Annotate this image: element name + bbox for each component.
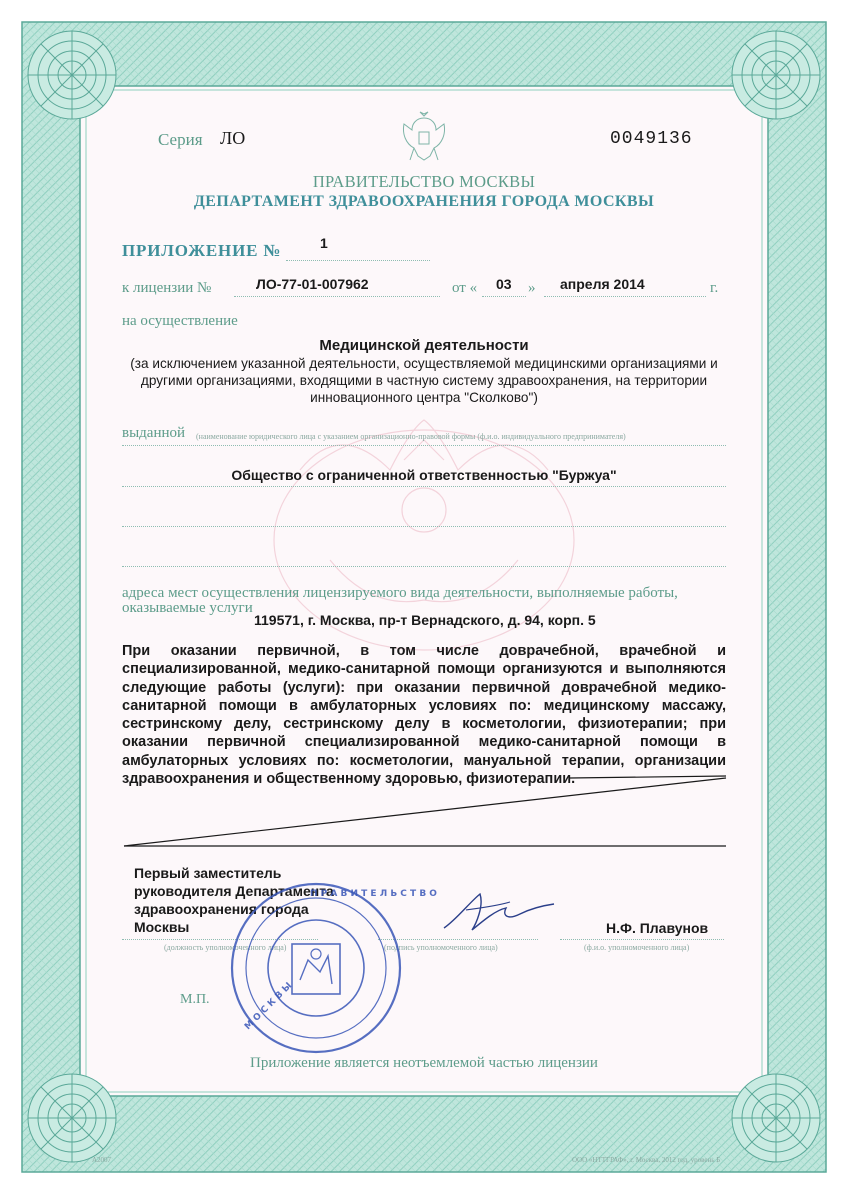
license-close-quote: » [528,280,536,296]
license-month-year: апреля 2014 [560,276,645,292]
coat-of-arms-icon [396,110,452,164]
activity-note: (за исключением указанной деятельности, осуществляемой медицинскими организациями и другими организациями, входящими в частную систему здравоохранения, на территории инновационного центра "Сколково") [130,356,718,405]
corner-rosette-top-right [732,31,820,119]
position-line-1: Первый заместитель [134,865,282,881]
license-year-suffix: г. [710,280,719,296]
series-label: Серия [158,130,203,149]
position-hint: (должность уполномоченного лица) [164,943,287,952]
license-prefix: к лицензии № [122,280,212,296]
address-label-line2: оказываемые услуги [122,600,253,616]
corner-rosette-bottom-left [28,1074,116,1162]
appendix-number: 1 [320,235,328,251]
address-label-line1: адреса мест осуществления лицензируемого вида деятельности, выполняемые работы, [122,585,678,601]
activity-label: на осуществление [122,313,238,329]
signature-hint: (подпись уполномоченного лица) [384,943,498,952]
government-title: ПРАВИТЕЛЬСТВО МОСКВЫ [312,172,536,191]
svg-text:М О С К В Ы: М О С К В Ы [243,980,295,1033]
position-line-3: здравоохранения города [134,901,309,917]
activity-title: Медицинской деятельности [319,337,529,354]
license-from-label: от « [452,280,478,296]
svg-text:П Р А В И Т Е Л Ь С Т В О: П Р А В И Т Е Л Ь С Т В О [310,889,437,899]
position-line-2: руководителя Департамента [134,883,334,899]
handwritten-signature [436,880,566,940]
corner-rosette-bottom-right [732,1074,820,1162]
department-title: ДЕПАРТАМЕНТ ЗДРАВООХРАНЕНИЯ ГОРОДА МОСКВЫ [193,193,655,210]
works-strike-line [120,770,730,850]
footer-left-code: А2007 [92,1156,112,1164]
organization-name: Общество с ограниченной ответственностью "Буржуа" [231,467,617,483]
footer-note: Приложение является неотъемлемой частью лицензии [250,1055,598,1071]
series-value: ЛО [220,128,246,148]
issued-label: выданной [122,425,186,441]
corner-rosette-top-left [28,31,116,119]
works-description: При оказании первичной, в том числе доврачебной, врачебной и специализированной, медико-санитарной помощи организуются и выполняются следующие работы (услуги): при оказании первичной доврачебной медико-санитарной помощи в амбулаторных условиях по: медицинскому массажу, сестринскому делу, сестринскому делу в косметологии, физиотерапии; при оказании первичной специализированной медико-санитарной помощи в амбулаторных условиях по: косметологии, мануальной терапии, организации здравоохранения и общественному здоровью, физиотерапии. [122,643,726,788]
address-value: 119571, г. Москва, пр-т Вернадского, д. 94, корп. 5 [254,612,596,628]
official-stamp [228,880,437,1056]
license-number: ЛО-77-01-007962 [256,276,369,292]
footer-print-info: ООО «НТТГРАФ», г. Москва, 2012 год, уровень Б [572,1156,721,1164]
license-day: 03 [496,276,512,292]
appendix-label: ПРИЛОЖЕНИЕ № [122,241,282,260]
name-hint: (ф.и.о. уполномоченного лица) [584,943,690,952]
issued-hint: (наименование юридического лица с указанием организационно-правовой формы (ф.и.о. индивидуального предпринимателя) [196,432,626,441]
stamp-place-label: М.П. [180,992,210,1007]
position-line-4: Москвы [134,919,190,935]
signatory-name: Н.Ф. Плавунов [606,920,709,936]
form-number: 0049136 [610,129,693,149]
